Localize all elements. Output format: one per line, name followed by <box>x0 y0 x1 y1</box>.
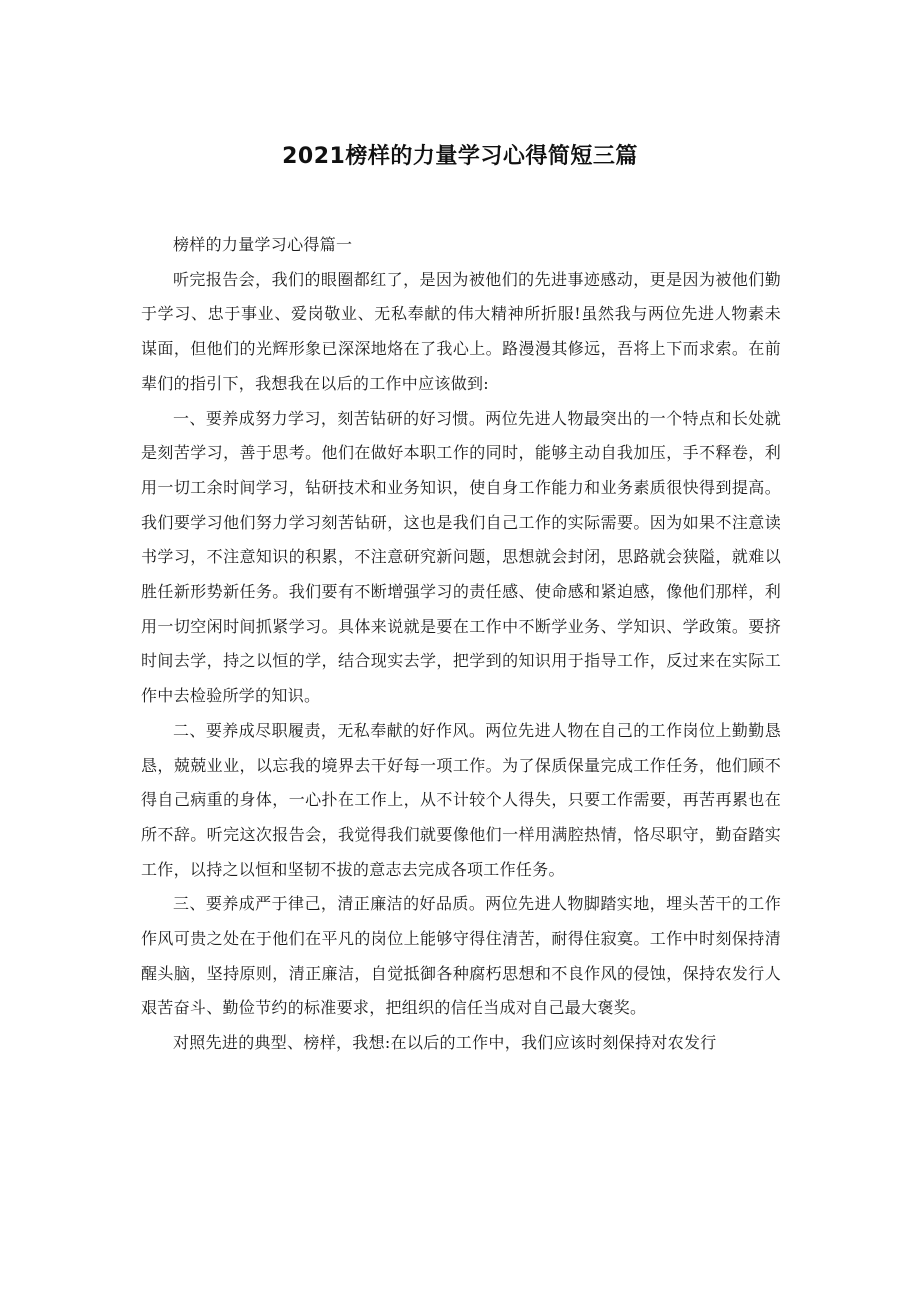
paragraph-conclusion: 对照先进的典型、榜样，我想:在以后的工作中，我们应该时刻保持对农发行 <box>173 1033 717 1053</box>
paragraph-intro: 听完报告会，我们的眼圈都红了，是因为被他们的先进事迹感动，更是因为被他们勤于学习、忠于事业、爱岗敬业、无私奉献的伟大精神所折服!虽然我与两位先进人物素未谋面，但他们的光辉形象已深深地烙在了我心上。路漫漫其修远，吾将上下而求索。在前辈们的指引下，我想我在以后的工作中应该做到: <box>141 269 781 393</box>
paragraph-point-one: 一、要养成努力学习，刻苦钻研的好习惯。两位先进人物最突出的一个特点和长处就是刻苦学习，善于思考。他们在做好本职工作的同时，能够主动自我加压，手不释卷，利用一切工余时间学习，钻研技术和业务知识，使自身工作能力和业务素质很快得到提高。我们要学习他们努力学习刻苦钻研，这也是我们自己工作的实际需要。因为如果不注意读书学习，不注意知识的积累，不注意研究新问题，思想就会封闭，思路就会狭隘，就难以胜任新形势新任务。我们要有不断增强学习的责任感、使命感和紧迫感，像他们那样，利用一切空闲时间抓紧学习。具体来说就是要在工作中不断学业务、学知识、学政策。要挤时间去学，持之以恒的学，结合现实去学，把学到的知识用于指导工作，反过来在实际工作中去检验所学的知识。 <box>141 408 781 706</box>
section-heading: 榜样的力量学习心得篇一 <box>173 235 353 254</box>
paragraph-point-three: 三、要养成严于律己，清正廉洁的好品质。两位先进人物脚踏实地，埋头苦干的工作作风可贵之处在于他们在平凡的岗位上能够守得住清苦，耐得住寂寞。工作中时刻保持清醒头脑，坚持原则，清正廉洁，自觉抵御各种腐朽思想和不良作风的侵蚀，保持农发行人艰苦奋斗、勤俭节约的标准要求，把组织的信任当成对自己最大褒奖。 <box>141 894 781 1018</box>
document-title: 2021榜样的力量学习心得简短三篇 <box>282 144 638 169</box>
paragraph-point-two: 二、要养成尽职履责，无私奉献的好作风。两位先进人物在自己的工作岗位上勤勤恳恳，兢兢业业，以忘我的境界去干好每一项工作。为了保质保量完成工作任务，他们顾不得自己病重的身体，一心扑在工作上，从不计较个人得失，只要工作需要，再苦再累也在所不辞。听完这次报告会，我觉得我们就要像他们一样用满腔热情，恪尽职守，勤奋踏实工作，以持之以恒和坚韧不拔的意志去完成各项工作任务。 <box>141 720 781 879</box>
document-body <box>141 228 781 1061</box>
